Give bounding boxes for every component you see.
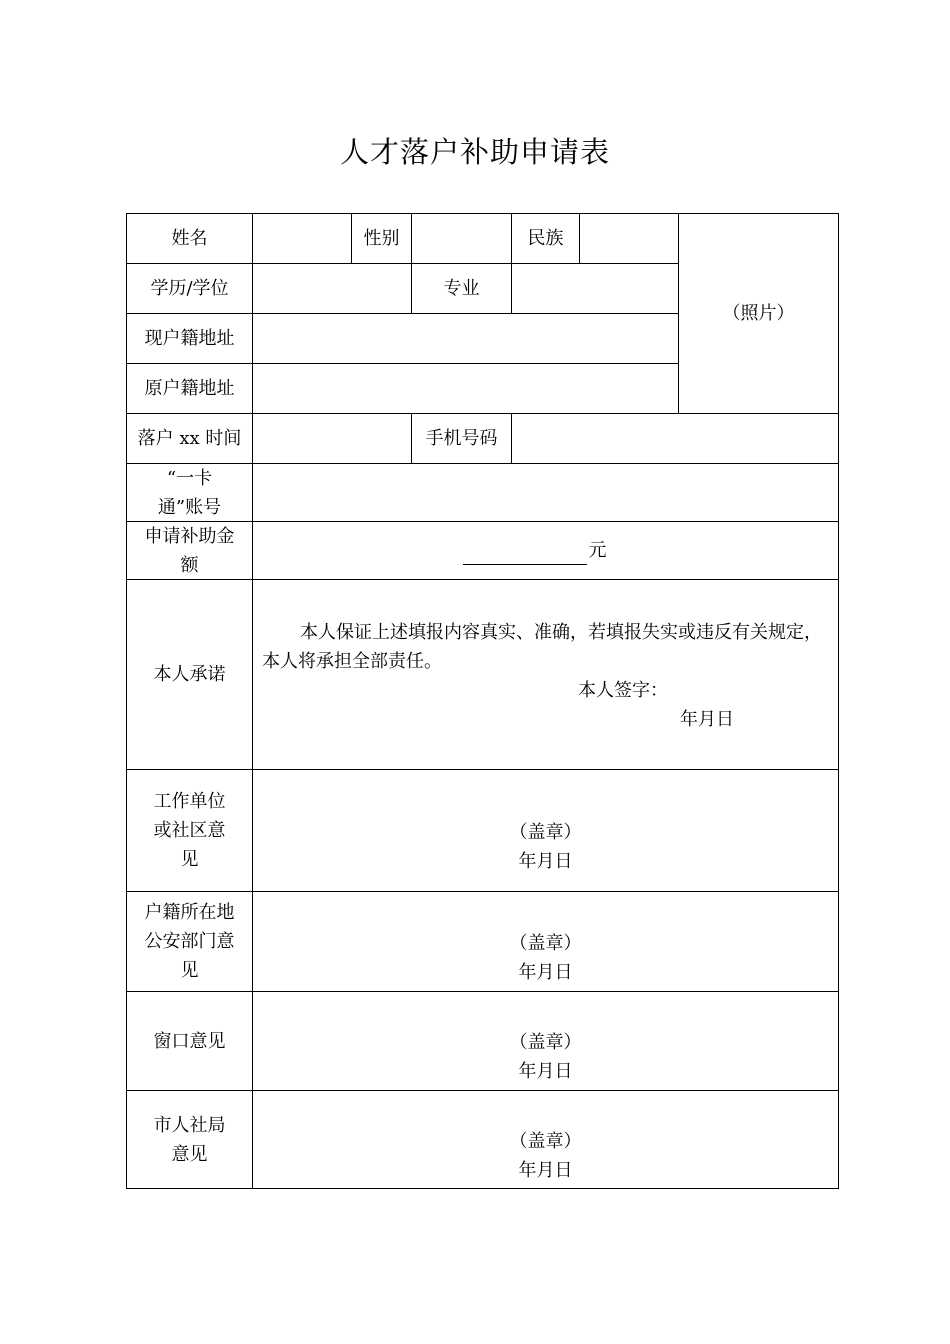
photo-area[interactable]: （照片） <box>678 213 839 414</box>
label-hrsb: 市人社局意见 <box>126 1090 253 1189</box>
label-police: 户籍所在地公安部门意见 <box>126 891 253 992</box>
signature-label: 本人签字： <box>578 680 668 701</box>
promise-date: 年月日 <box>680 709 734 730</box>
label-promise: 本人承诺 <box>126 579 253 770</box>
name-field[interactable] <box>252 213 352 264</box>
card-account-field[interactable] <box>252 463 839 522</box>
label-amount: 申请补助金额 <box>126 521 253 580</box>
promise-text: 本人保证上述填报内容真实、准确，若填报失实或违反有关规定，本人将承担全部责任。 <box>262 622 822 672</box>
hrsb-seal: （盖章） <box>509 1131 582 1152</box>
label-settle-time: 落户 xx 时间 <box>126 413 253 464</box>
work-unit-seal: （盖章） <box>509 822 582 843</box>
current-address-field[interactable] <box>252 313 679 364</box>
label-original-address: 原户籍地址 <box>126 363 253 414</box>
label-gender: 性别 <box>351 213 412 264</box>
label-card-account: “一卡通”账号 <box>126 463 253 522</box>
form-title: 人才落户补助申请表 <box>339 135 610 169</box>
label-current-address: 现户籍地址 <box>126 313 253 364</box>
label-major: 专业 <box>411 263 512 314</box>
amount-field[interactable] <box>463 546 587 565</box>
amount-cell <box>252 521 839 580</box>
police-date: 年月日 <box>518 962 573 983</box>
police-seal: （盖章） <box>509 933 582 954</box>
amount-unit: 元 <box>588 540 607 561</box>
window-date: 年月日 <box>518 1061 573 1082</box>
ethnicity-field[interactable] <box>579 213 679 264</box>
label-name: 姓名 <box>126 213 253 264</box>
gender-field[interactable] <box>411 213 512 264</box>
major-field[interactable] <box>511 263 679 314</box>
label-window: 窗口意见 <box>126 991 253 1091</box>
hrsb-date: 年月日 <box>518 1160 573 1181</box>
original-address-field[interactable] <box>252 363 679 414</box>
settle-time-field[interactable] <box>252 413 412 464</box>
phone-field[interactable] <box>511 413 839 464</box>
label-ethnicity: 民族 <box>511 213 580 264</box>
work-unit-date: 年月日 <box>518 851 573 872</box>
label-education: 学历/学位 <box>126 263 253 314</box>
window-seal: （盖章） <box>509 1032 582 1053</box>
education-field[interactable] <box>252 263 412 314</box>
label-phone: 手机号码 <box>411 413 512 464</box>
label-work-unit: 工作单位或社区意见 <box>126 769 253 892</box>
